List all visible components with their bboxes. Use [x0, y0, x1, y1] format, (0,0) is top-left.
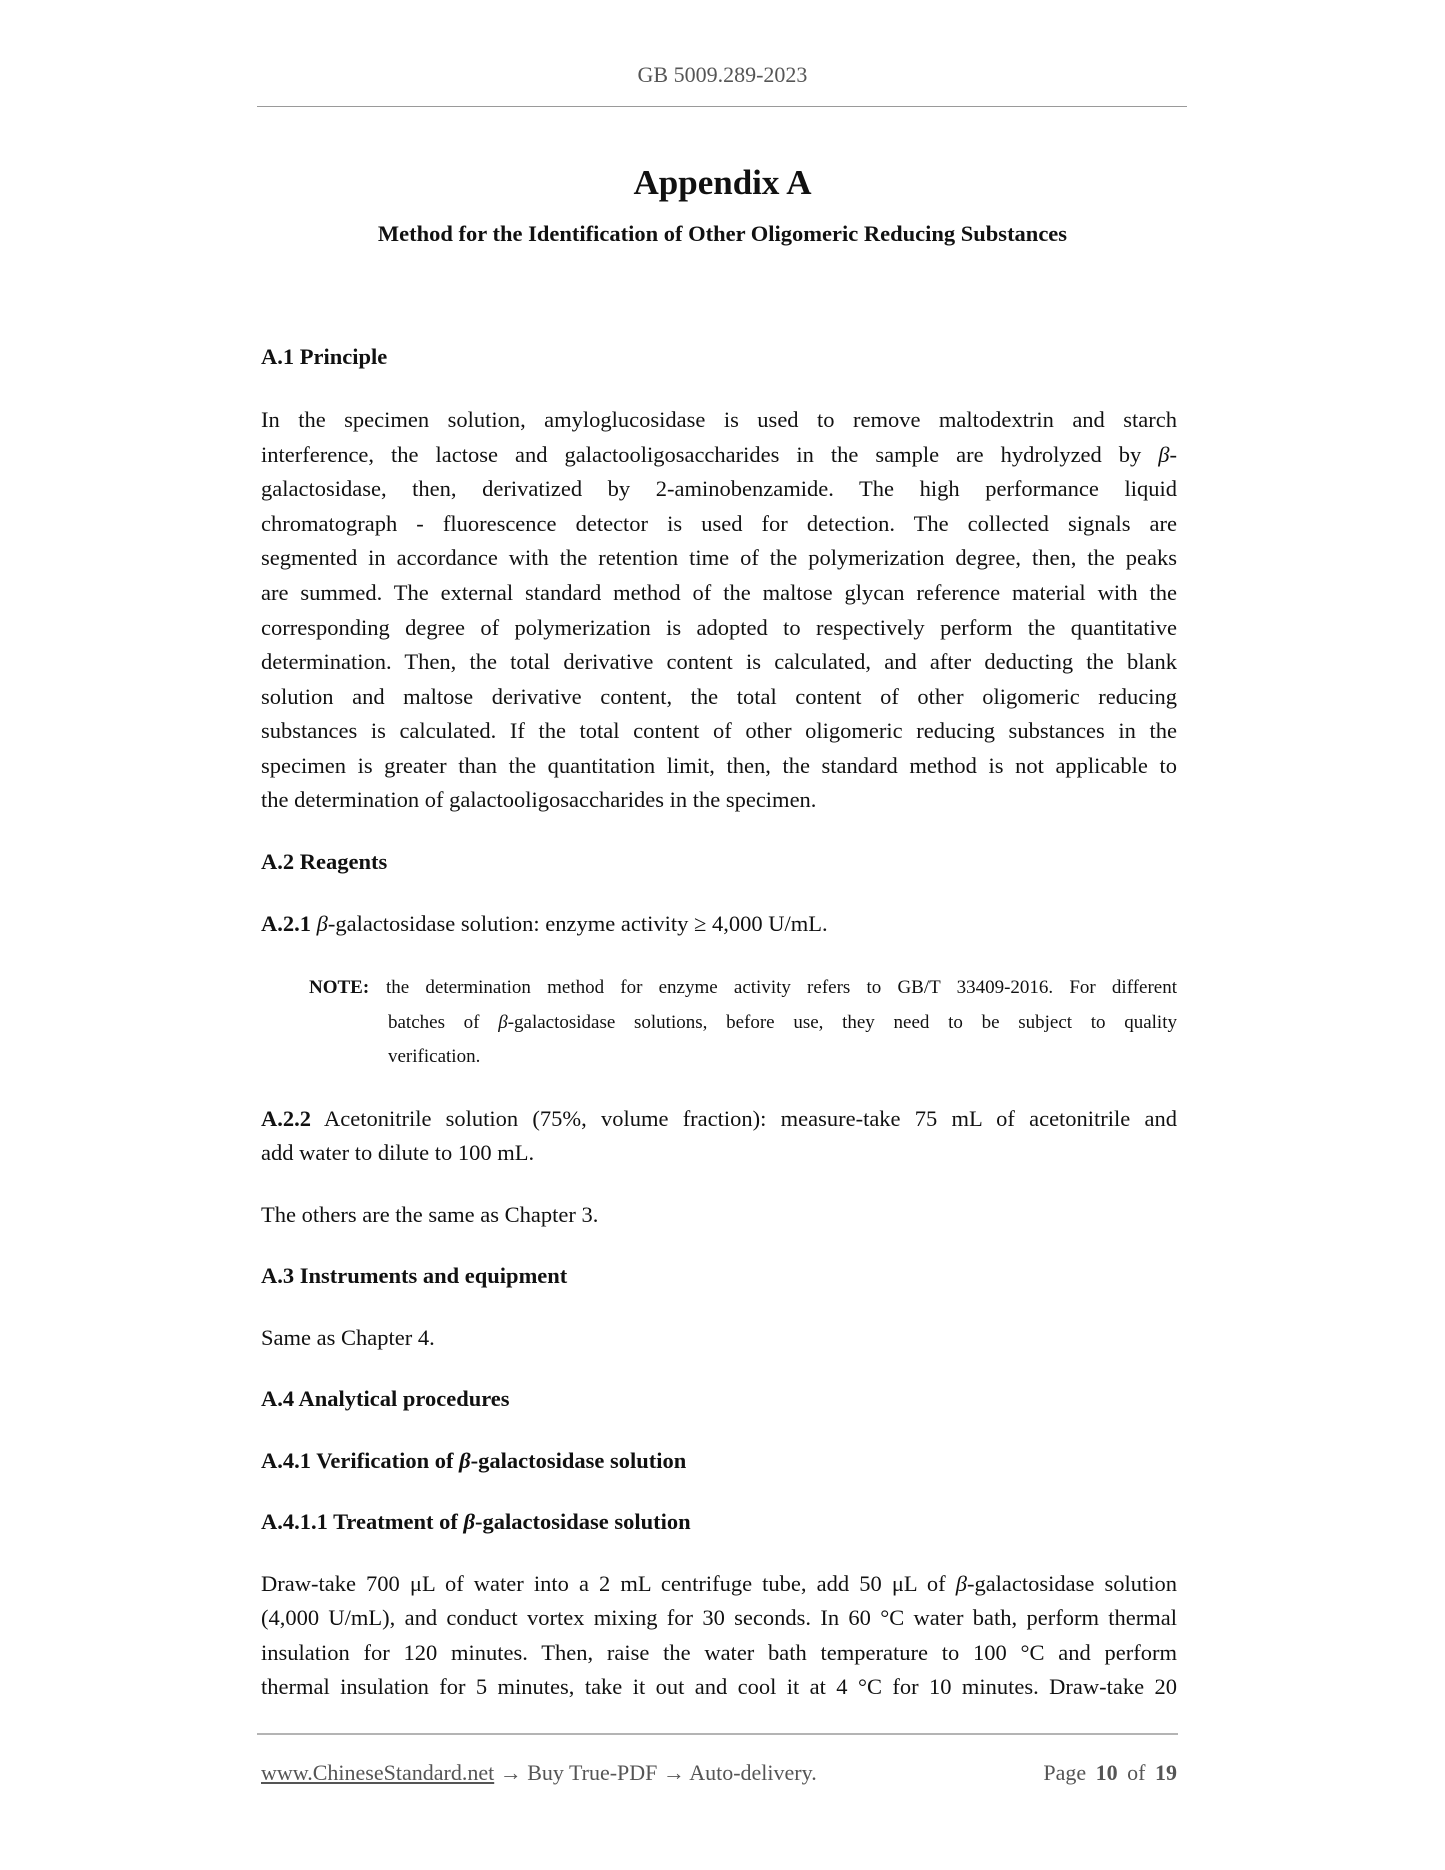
note-line: verification. — [388, 1046, 481, 1067]
heading-text: A.4.1 Verification of — [261, 1448, 460, 1473]
note-text: -galactosidase solutions, before use, they need to be subject to quality — [507, 1012, 1177, 1033]
page-label: Page — [1043, 1760, 1087, 1785]
footer-promo — [261, 1759, 817, 1787]
heading-text: -galactosidase solution — [475, 1509, 691, 1534]
clause-a22-line: add water to dilute to 100 mL. — [261, 1140, 535, 1165]
beta-symbol: β — [498, 1012, 508, 1033]
total-pages: 19 — [1155, 1760, 1177, 1785]
arrow-right-icon: → — [657, 1760, 690, 1785]
paragraph-line: galactosidase, then, derivatized by 2-aminobenzamide. The high performance liquid — [261, 476, 1177, 501]
paragraph-line: thermal insulation for 5 minutes, take it out and cool it at 4 °C for 10 minutes. Draw-take 20 — [261, 1674, 1177, 1699]
appendix-title: Appendix A — [633, 163, 812, 202]
section-a41-heading — [261, 1446, 1177, 1476]
paragraph-line — [261, 440, 1177, 470]
clause-text: Acetonitrile solution (75%, volume fraction): measure-take 75 mL of acetonitrile and — [311, 1106, 1177, 1131]
section-a411-heading — [261, 1507, 1177, 1537]
paragraph-line: solution and maltose derivative content, the total content of other oligomeric reducing — [261, 684, 1177, 709]
current-page: 10 — [1095, 1760, 1118, 1785]
paragraph-line: specimen is greater than the quantitation limit, then, the standard method is not applicable to — [261, 753, 1177, 778]
page-indicator — [1013, 1759, 1177, 1787]
chinesestandard-link[interactable]: www.ChineseStandard.net — [261, 1760, 495, 1785]
paragraph-line — [261, 1569, 1177, 1599]
line-text: interference, the lactose and galactooligosaccharides in the sample are hydrolyzed by — [261, 442, 1159, 467]
paragraph-line: determination. Then, the total derivative content is calculated, and after deducting the blank — [261, 649, 1177, 674]
auto-delivery-text: Auto-delivery. — [689, 1760, 817, 1785]
paragraph-line: the determination of galactooligosaccharides in the specimen. — [261, 787, 817, 812]
clause-a22-line — [261, 1104, 1177, 1134]
section-a4-heading: A.4 Analytical procedures — [261, 1386, 510, 1411]
paragraph-line: corresponding degree of polymerization is adopted to respectively perform the quantitative — [261, 615, 1177, 640]
clause-text: -galactosidase solution: enzyme activity ≥ 4,000 U/mL. — [327, 911, 828, 936]
section-a3-text: Same as Chapter 4. — [261, 1325, 435, 1350]
running-header-standard-code: GB 5009.289-2023 — [637, 62, 808, 87]
beta-symbol: β — [316, 911, 328, 936]
others-text: The others are the same as Chapter 3. — [261, 1202, 599, 1227]
arrow-right-icon: → — [494, 1760, 528, 1785]
beta-symbol: β — [955, 1571, 967, 1596]
footer-divider — [257, 1733, 1178, 1735]
note-line: the determination method for enzyme activity refers to GB/T 33409-2016. For different — [386, 977, 1177, 998]
note-line — [388, 1010, 1177, 1036]
paragraph-line: are summed. The external standard method of the maltose glycan reference material with the — [261, 580, 1177, 605]
paragraph-line: insulation for 120 minutes. Then, raise the water bath temperature to 100 °C and perform — [261, 1640, 1177, 1665]
paragraph-line: substances is calculated. If the total content of other oligomeric reducing substances in the — [261, 718, 1177, 743]
beta-symbol: β — [459, 1448, 471, 1473]
buy-true-pdf-text: Buy True-PDF — [527, 1760, 658, 1785]
paragraph-line: segmented in accordance with the retention time of the polymerization degree, then, the peaks — [261, 545, 1177, 570]
section-a2-heading: A.2 Reagents — [261, 849, 388, 874]
page-of-label: of — [1127, 1760, 1146, 1785]
header-divider — [257, 106, 1187, 107]
clause-number: A.2.1 — [261, 911, 311, 936]
paragraph-line: In the specimen solution, amyloglucosidase is used to remove maltodextrin and starch — [261, 407, 1177, 432]
section-a3-heading: A.3 Instruments and equipment — [261, 1263, 568, 1288]
note-text: batches of — [388, 1012, 499, 1033]
clause-number: A.2.2 — [261, 1106, 311, 1131]
paragraph-line: (4,000 U/mL), and conduct vortex mixing for 30 seconds. In 60 °C water bath, perform thermal — [261, 1605, 1177, 1630]
appendix-subtitle: Method for the Identification of Other Oligomeric Reducing Substances — [377, 221, 1068, 246]
heading-text: A.4.1.1 Treatment of — [261, 1509, 464, 1534]
section-a1-heading: A.1 Principle — [261, 344, 388, 369]
heading-text: -galactosidase solution — [470, 1448, 687, 1473]
beta-symbol: β- — [1158, 442, 1177, 467]
line-text: -galactosidase solution — [966, 1571, 1177, 1596]
note-label: NOTE: — [309, 977, 370, 998]
paragraph-line: chromatograph - fluorescence detector is used for detection. The collected signals are — [261, 511, 1177, 536]
beta-symbol: β — [463, 1509, 475, 1534]
clause-a21 — [261, 909, 1177, 939]
line-text: Draw-take 700 μL of water into a 2 mL centrifuge tube, add 50 μL of — [261, 1571, 956, 1596]
